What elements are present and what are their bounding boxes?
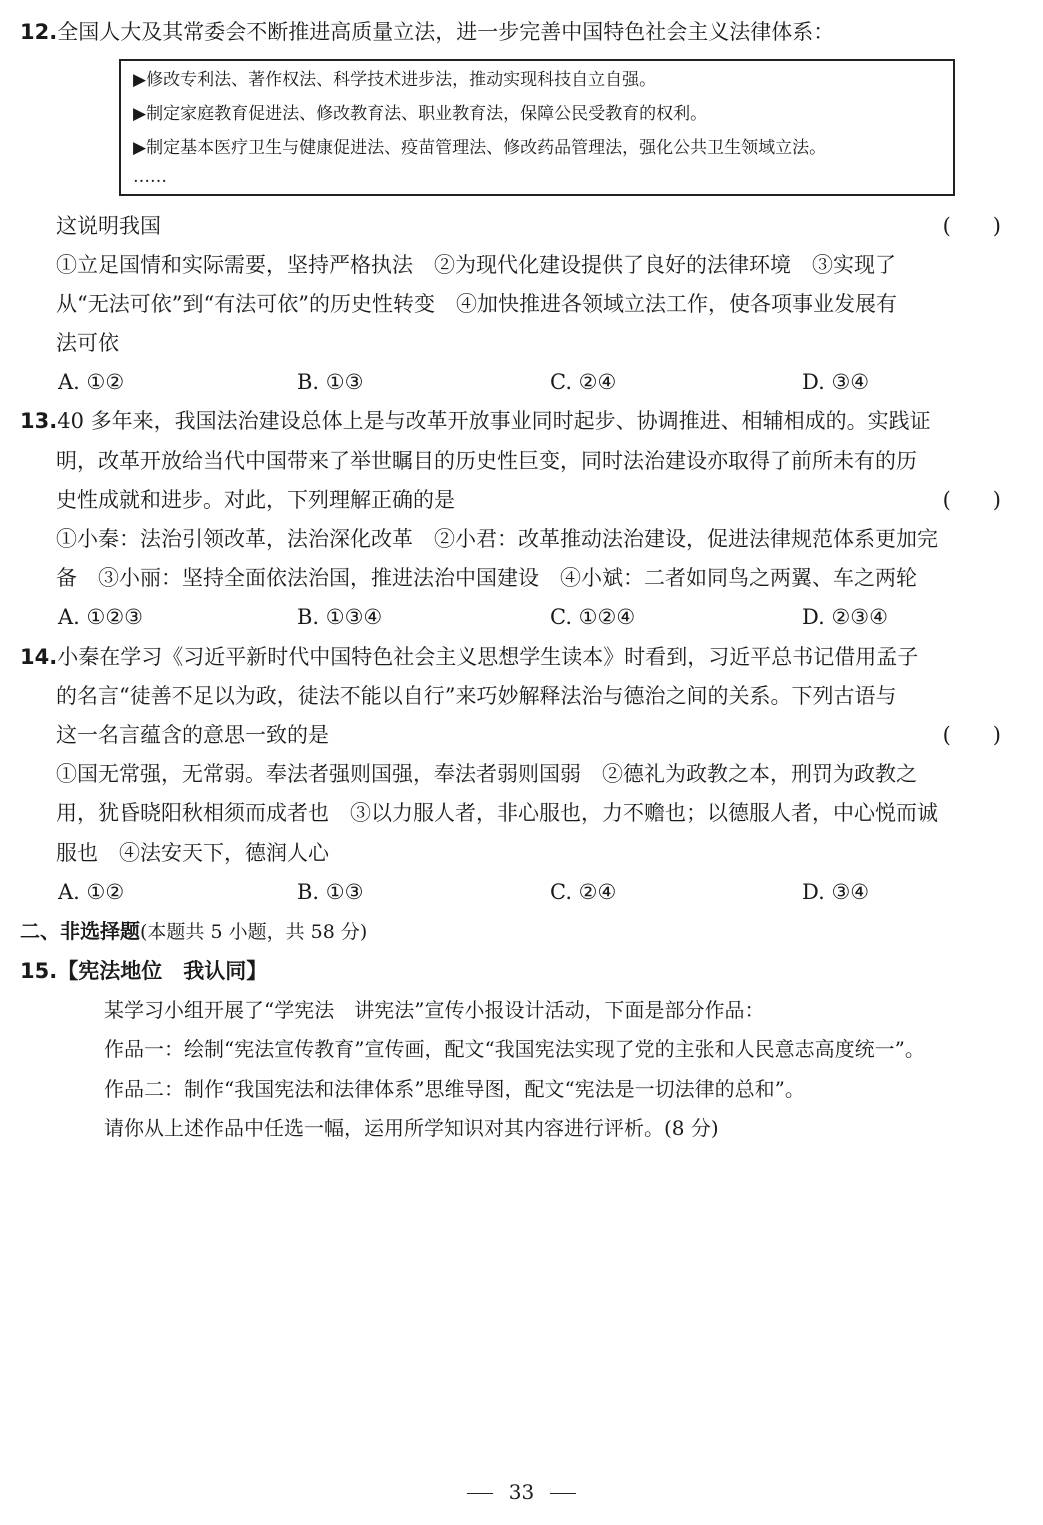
q13-prompt-line <box>56 485 1023 515</box>
q12-stem-line <box>20 17 834 47</box>
option-a: A. ①② <box>58 880 125 904</box>
question-number: 13. <box>20 409 58 433</box>
q12-item-line: ①立足国情和实际需要，坚持严格执法 ②为现代化建设提供了良好的法律环境 ③实现了 <box>56 253 896 277</box>
option-b: B. ①③ <box>297 370 364 394</box>
answer-blank: ( ) <box>942 488 1001 512</box>
q14-prompt-line <box>56 720 1023 750</box>
q13-stem: 40 多年来，我国法治建设总体上是与改革开放事业同时起步、协调推进、相辅相成的。实践证 <box>57 409 931 433</box>
q13-prompt: 史性成就和进步。对此，下列理解正确的是 <box>56 488 455 512</box>
q14-stem-line: 的名言“徒善不足以为政，徒法不能以自行”来巧妙解释法治与德治之间的关系。下列古语与 <box>56 684 897 708</box>
q15-text-line: 某学习小组开展了“学宪法 讲宪法”宣传小报设计活动，下面是部分作品： <box>104 998 765 1022</box>
answer-blank: ( ) <box>942 214 1001 238</box>
q14-item-line: 服也 ④法安天下，德润人心 <box>56 841 329 865</box>
q15-heading <box>20 956 267 986</box>
q12-stem: 全国人大及其常委会不断推进高质量立法，进一步完善中国特色社会主义法律体系： <box>57 20 835 44</box>
material-line: ▶制定家庭教育促进法、修改教育法、职业教育法，保障公民受教育的权利。 <box>133 104 708 124</box>
option-b: B. ①③④ <box>297 605 383 629</box>
section-heading <box>20 916 367 947</box>
q13-item-line: 备 ③小丽：坚持全面依法治国，推进法治中国建设 ④小斌：二者如同鸟之两翼、车之两轮 <box>56 566 917 590</box>
section-title: 二、非选择题 <box>20 919 140 943</box>
page-number: 33 <box>508 1480 535 1504</box>
material-line: ▶制定基本医疗卫生与健康促进法、疫苗管理法、修改药品管理法，强化公共卫生领域立法。 <box>133 138 827 158</box>
q12-item-line: 从“无法可依”到“有法可依”的历史性转变 ④加快推进各领域立法工作，使各项事业发展有 <box>56 292 897 316</box>
section-subtitle: (本题共 5 小题，共 58 分) <box>140 921 368 943</box>
question-number: 15. <box>20 959 58 983</box>
option-c: C. ②④ <box>550 880 617 904</box>
question-number: 14. <box>20 645 58 669</box>
q13-stem-line <box>20 406 931 436</box>
q14-stem: 小秦在学习《习近平新时代中国特色社会主义思想学生读本》时看到，习近平总书记借用孟子 <box>57 645 919 669</box>
answer-blank: ( ) <box>942 723 1001 747</box>
material-line: ▶修改专利法、著作权法、科学技术进步法，推动实现科技自立自强。 <box>133 70 657 90</box>
q12-prompt: 这说明我国 <box>56 214 161 238</box>
footer-dash <box>467 1493 493 1494</box>
option-c: C. ②④ <box>550 370 617 394</box>
q12-prompt-line <box>56 211 1023 241</box>
q15-text-line: 作品一：绘制“宪法宣传教育”宣传画，配文“我国宪法实现了党的主张和人民意志高度统一”。 <box>104 1037 925 1061</box>
q13-item-line: ①小秦：法治引领改革，法治深化改革 ②小君：改革推动法治建设，促进法律规范体系更加完 <box>56 527 938 551</box>
q14-stem-line <box>20 642 918 672</box>
option-a: A. ①② <box>58 370 125 394</box>
page-footer <box>0 1480 1043 1504</box>
option-c: C. ①②④ <box>550 605 636 629</box>
footer-dash <box>550 1493 576 1494</box>
q14-item-line: 用，犹昏晓阳秋相须而成者也 ③以力服人者，非心服也，力不赡也；以德服人者，中心悦而诚 <box>56 801 938 825</box>
option-a: A. ①②③ <box>58 605 143 629</box>
option-d: D. ②③④ <box>802 605 888 629</box>
option-b: B. ①③ <box>297 880 364 904</box>
q12-material-box <box>119 59 955 196</box>
option-d: D. ③④ <box>802 880 870 904</box>
q15-title: 【宪法地位 我认同】 <box>57 959 268 983</box>
q13-stem-line: 明，改革开放给当代中国带来了举世瞩目的历史性巨变，同时法治建设亦取得了前所未有的历 <box>56 449 917 473</box>
q15-text-line: 作品二：制作“我国宪法和法律体系”思维导图，配文“宪法是一切法律的总和”。 <box>104 1077 805 1101</box>
question-number: 12. <box>20 20 58 44</box>
material-ellipsis: …… <box>133 167 167 187</box>
q14-item-line: ①国无常强，无常弱。奉法者强则国强，奉法者弱则国弱 ②德礼为政教之本，刑罚为政教之 <box>56 762 917 786</box>
q15-text-line: 请你从上述作品中任选一幅，运用所学知识对其内容进行评析。(8 分) <box>104 1116 719 1140</box>
q12-item-line: 法可依 <box>56 331 119 355</box>
q14-prompt: 这一名言蕴含的意思一致的是 <box>56 723 329 747</box>
option-d: D. ③④ <box>802 370 870 394</box>
